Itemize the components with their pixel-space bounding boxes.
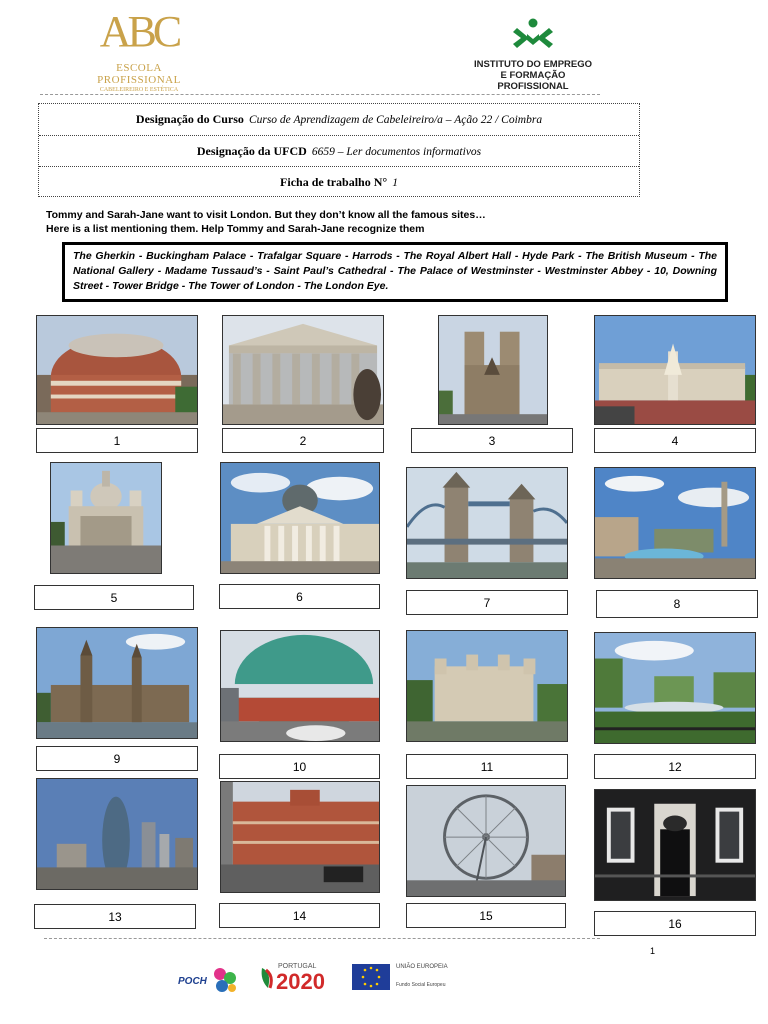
course-row — [39, 104, 639, 135]
label-number: 12 — [668, 759, 682, 774]
label-box-1[interactable] — [36, 428, 198, 453]
eu-logo-line2: Fundo Social Europeu — [396, 982, 446, 988]
the-gherkin-photo-icon — [37, 779, 197, 889]
label-number: 10 — [292, 759, 307, 774]
label-box-8[interactable] — [596, 590, 758, 618]
photo-9 — [36, 627, 198, 739]
ufcd-row — [39, 135, 639, 167]
photo-6 — [220, 462, 380, 574]
label-box-10[interactable] — [219, 754, 380, 779]
school-logo — [84, 8, 194, 92]
label-number: 5 — [110, 590, 118, 605]
label-box-13[interactable] — [34, 904, 196, 929]
photo-15 — [406, 785, 566, 897]
label-box-6[interactable] — [219, 584, 380, 609]
eu-logo-line1: UNIÃO EUROPEIA — [396, 964, 448, 970]
label-box-15[interactable] — [406, 903, 566, 928]
school-logo-letters: ABC — [99, 7, 179, 56]
institute-logo — [466, 18, 600, 92]
photo-3 — [438, 315, 548, 425]
ufcd-value: 6659 – Ler documentos informativos — [311, 145, 482, 158]
label-box-11[interactable] — [406, 754, 568, 779]
portugal-2020-logo — [258, 962, 344, 996]
label-box-12[interactable] — [594, 754, 756, 779]
portugal-logo-text: PORTUGAL — [278, 963, 317, 970]
word-list-box — [62, 242, 728, 302]
label-number: 2 — [299, 433, 307, 448]
label-number: 1 — [113, 433, 121, 448]
photo-14 — [220, 781, 380, 893]
label-number: 8 — [673, 597, 681, 611]
label-box-16[interactable] — [594, 911, 756, 936]
madame-tussauds-photo-icon — [221, 631, 379, 741]
photo-5 — [50, 462, 162, 574]
hyde-park-photo-icon — [595, 633, 755, 743]
sheet-row — [39, 166, 639, 198]
buckingham-palace-photo-icon — [595, 316, 755, 424]
label-number: 16 — [668, 916, 682, 931]
label-number: 13 — [108, 909, 122, 924]
downing-street-photo-icon — [595, 790, 755, 900]
course-value: Curso de Aprendizagem de Cabeleireiro/a – Ação 22 / Coimbra — [248, 113, 543, 126]
course-label: Designação do Curso — [135, 112, 244, 126]
label-number: 4 — [671, 433, 679, 448]
page-number: 1 — [650, 946, 656, 956]
label-box-7[interactable] — [406, 590, 568, 615]
institute-name-line1: INSTITUTO DO EMPREGO — [473, 59, 593, 70]
national-gallery-photo-icon — [221, 463, 379, 573]
poch-emblem-icon — [210, 966, 240, 994]
title-table — [38, 103, 640, 197]
eu-logo — [352, 964, 472, 994]
label-box-3[interactable] — [411, 428, 573, 453]
royal-albert-hall-photo-icon — [37, 316, 197, 424]
photo-4 — [594, 315, 756, 425]
footer-divider — [44, 938, 600, 939]
harrods-photo-icon — [221, 782, 379, 892]
label-box-5[interactable] — [34, 585, 194, 610]
portugal-emblem-icon — [258, 966, 274, 990]
photo-7 — [406, 467, 568, 579]
institute-name-line2: E FORMAÇÃO PROFISSIONAL — [497, 70, 569, 92]
funding-logos — [176, 960, 476, 1000]
institute-emblem-icon — [513, 18, 553, 52]
poch-logo — [176, 966, 242, 994]
label-number: 7 — [483, 595, 491, 610]
instructions — [46, 208, 726, 236]
label-box-14[interactable] — [219, 903, 380, 928]
label-number: 11 — [480, 759, 494, 774]
poch-logo-text: POCH — [178, 976, 207, 987]
tower-bridge-photo-icon — [407, 468, 567, 578]
ufcd-label: Designação da UFCD — [196, 144, 307, 158]
photo-16 — [594, 789, 756, 901]
tower-of-london-photo-icon — [407, 631, 567, 741]
eu-flag-icon — [352, 964, 390, 990]
portugal-logo-year: 2020 — [276, 969, 325, 994]
school-logo-name: ESCOLA PROFISSIONAL — [97, 62, 181, 86]
photo-13 — [36, 778, 198, 890]
photo-1 — [36, 315, 198, 425]
palace-of-westminster-photo-icon — [37, 628, 197, 738]
label-box-9[interactable] — [36, 746, 198, 771]
label-number: 3 — [488, 433, 496, 448]
label-number: 14 — [292, 908, 307, 923]
instructions-line2: Here is a list mentioning them. Help Tommy and Sarah-Jane recognize them — [46, 223, 425, 235]
school-logo-sub: CABELEIREIRO E ESTÉTICA — [99, 87, 179, 93]
sheet-value: 1 — [392, 176, 398, 189]
label-box-4[interactable] — [594, 428, 756, 453]
photo-12 — [594, 632, 756, 744]
st-pauls-cathedral-photo-icon — [51, 463, 161, 573]
instructions-line1: Tommy and Sarah-Jane want to visit London. But they don’t know all the famous sites… — [46, 209, 486, 221]
photo-11 — [406, 630, 568, 742]
header-divider — [40, 94, 600, 95]
photo-2 — [222, 315, 384, 425]
label-number: 9 — [113, 751, 121, 766]
sheet-label: Ficha de trabalho N° — [280, 175, 388, 189]
trafalgar-square-photo-icon — [595, 468, 755, 578]
photo-10 — [220, 630, 380, 742]
photo-8 — [594, 467, 756, 579]
label-number: 15 — [479, 908, 493, 923]
westminster-abbey-photo-icon — [439, 316, 547, 424]
british-museum-photo-icon — [223, 316, 383, 424]
word-list: The Gherkin - Buckingham Palace - Trafalgar Square - Harrods - The Royal Albert Hall - Hyde Park - The British Museum - The National Gallery - Madame Tussaud’s - Saint Paul’s Cathedral - The Palace of Westminster - Westminster Abbey - 10, Downing Street - Tower Bridge - The Tower of London - The London Eye. — [73, 250, 717, 292]
label-box-2[interactable] — [222, 428, 384, 453]
london-eye-photo-icon — [407, 786, 565, 896]
label-number: 6 — [296, 589, 303, 604]
